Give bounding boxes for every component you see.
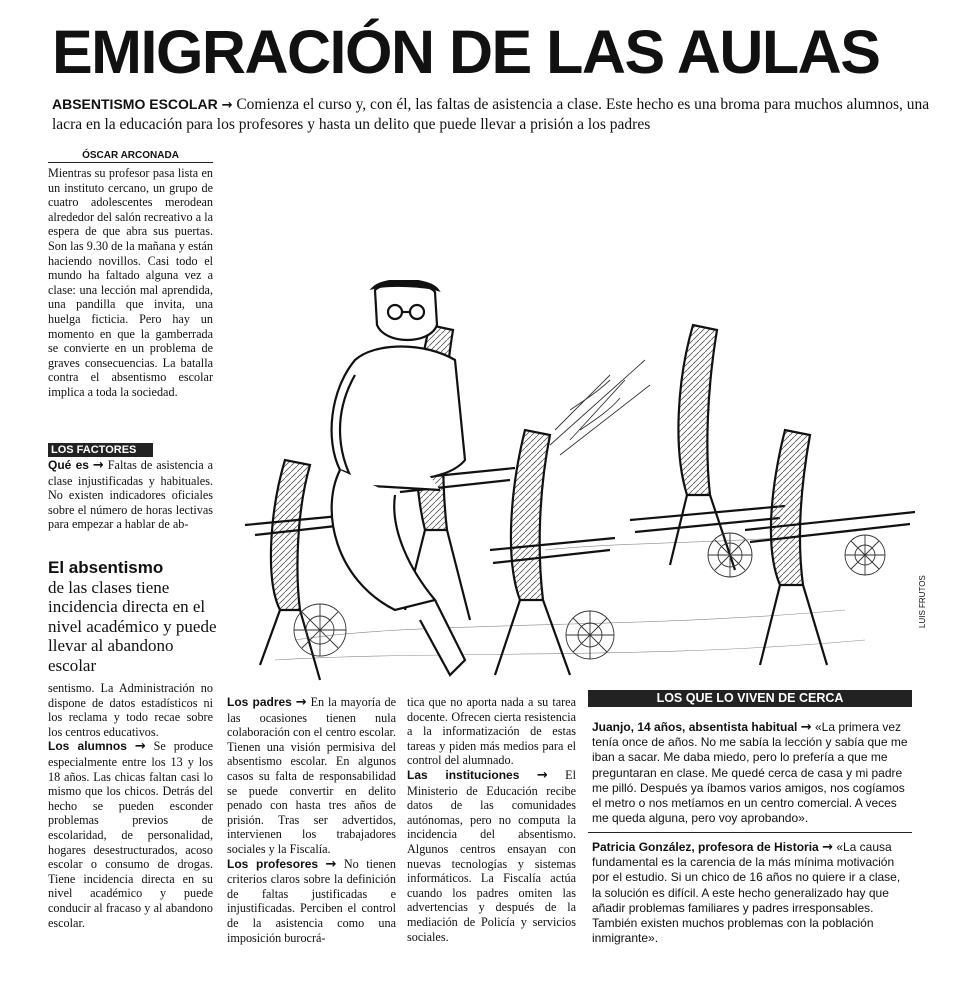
deck-text: Comienza el curso y, con él, las faltas de asistencia a clase. Este hecho es una broma para muchos alumnos, una lacra en la educación para los profesores y hasta un delito que puede llevar a prisión a los padres <box>52 96 930 133</box>
alumnos-title: Los alumnos <box>48 739 127 754</box>
intro-text: Mientras su profesor pasa lista en un instituto cercano, un grupo de cuatro adolescentes merodean alrededor del salón recreativo a la espera de que abra sus puertas. Son las 9.30 de la mañana y están haciendo novillos. Casi todo el mundo ha faltado alguna vez a clase: una lección mal aprendida, una pandilla que invita, una huelga ficticia. Pero hay un momento en que la gamberrada se convierte en un problema de graves consecuencias. La batalla contra el absentismo escolar implica a toda la sociedad. <box>48 166 213 399</box>
sidebar-quote <box>592 720 912 826</box>
cobweb <box>845 535 885 575</box>
quote-text: «La primera vez tenía once de años. No me sabía la lección y sabía que me iban a sacar. Me daba miedo, pero lo prefería a que me preguntaran en clase. Me quedé cerca de casa y mi padre me pilló. Después ya íbamos varios amigos, nos cogíamos el metro o nos metíamos en un centro comercial. A veces me queda alguna, pero voy aprobando». <box>592 720 908 826</box>
profesores-title: Los profesores <box>227 856 319 871</box>
instituciones-section <box>407 768 576 944</box>
padres-title: Los padres <box>227 695 292 709</box>
arrow-icon: → <box>822 840 833 855</box>
sidebar-quote <box>592 840 912 946</box>
padres-section <box>227 695 396 857</box>
instituciones-title: Las instituciones <box>407 767 520 782</box>
column-3 <box>407 695 576 944</box>
cobweb <box>566 611 614 659</box>
quote-text: «La causa fundamental es la carencia de la más mínima motivación por el estudio. Si un chico de 16 años no quiere ir a clase, la solución es difícil. A este hecho generalizado hay que añadir problemas familiares y padres irresponsables. También existen muchos problemas con la población inmigrante». <box>592 840 901 946</box>
headline: EMIGRACIÓN DE LAS AULAS <box>52 18 880 86</box>
arrow-icon: → <box>92 458 104 473</box>
que-es-title: Qué es <box>48 458 89 472</box>
quote-author: Patricia González, profesora de Historia <box>592 840 819 854</box>
padres-text: En la mayoría de las ocasiones tienen nula colaboración con el centro escolar. Tienen una visión permisiva del absentismo escolar. En algunos casos su falta de responsabilidad se puede convertir en delito penado con hasta tres años de prisión. Tras ser advertidos, intervienen los trabajadores sociales y la Fiscalía. <box>227 695 396 856</box>
sidebar-banner: LOS QUE LO VIVEN DE CERCA <box>588 690 912 707</box>
column-1-bottom <box>48 681 213 930</box>
deck-arrow-icon: → <box>221 98 233 113</box>
desk-chair <box>745 430 915 665</box>
pull-quote-text: de las clases tiene incidencia directa en el nivel académico y puede llevar al abandono escolar <box>48 577 217 675</box>
cobweb <box>550 360 650 455</box>
profesores-section <box>227 857 396 946</box>
pull-quote-lead: El absentismo <box>48 558 164 577</box>
illustration-credit: LUIS FRUTOS <box>918 575 927 628</box>
arrow-icon: → <box>325 856 337 872</box>
deck <box>52 95 932 134</box>
arrow-icon: → <box>800 720 812 735</box>
alumnos-section <box>48 739 213 930</box>
arrow-icon: → <box>134 739 146 755</box>
profesores-text-a: No tienen criterios claros sobre la definición de faltas justificadas e injustificadas. Perciben el control de la asistencia como una imposición burocrá- <box>227 856 396 945</box>
desk-chair <box>630 325 785 570</box>
que-es-text-a: Faltas de asistencia a clase injustificadas y habituales. No existen indicadores oficiales sobre el número de horas lectivas para empezar a hablar de ab- <box>48 458 214 532</box>
cobweb <box>294 604 346 656</box>
que-es-text-b: sentismo. La Administración no dispone de datos estadísticos ni los reclama y todo recae sobre los centros educativos. <box>48 681 213 739</box>
arrow-icon: → <box>295 695 307 710</box>
instituciones-text: El Ministerio de Educación recibe datos de las comunidades autónomas, pero no computa la incidencia del absentismo. Algunos centros ensayan con nuevas tecnologías y sistemas informáticos. La Fiscalía actúa cuando los padres omiten las advertencias y después de la mediación de Policía y servicios sociales. <box>407 767 576 944</box>
pull-quote <box>48 558 220 675</box>
cobweb <box>708 533 752 577</box>
desk-chair <box>490 430 615 675</box>
factors-banner: LOS FACTORES <box>48 443 153 457</box>
arrow-icon: → <box>536 767 548 783</box>
byline: ÓSCAR ARCONADA <box>48 150 213 163</box>
que-es-section <box>48 458 213 532</box>
column-2 <box>227 695 396 945</box>
deck-kicker: ABSENTISMO ESCOLAR <box>52 96 218 112</box>
quote-author: Juanjo, 14 años, absentista habitual <box>592 720 798 734</box>
alumnos-text: Se produce especialmente entre los 13 y los 18 años. Las chicas faltan casi lo mismo que los chicos. Detrás del hecho se pueden esconder problemas previos de escolaridad, de personalidad, hogares desestructurados, acoso escolar o consumo de drogas. Tiene incidencia directa en su nivel académico y puede conducir al fracaso y al abandono escolar. <box>48 739 213 930</box>
classroom-illustration <box>225 280 915 685</box>
profesores-text-b: tica que no aporta nada a su tarea docente. Ofrecen cierta resistencia a la informatización de estas tareas y piden más medios para el control del alumnado. <box>407 695 576 768</box>
sidebar-divider <box>588 832 912 833</box>
